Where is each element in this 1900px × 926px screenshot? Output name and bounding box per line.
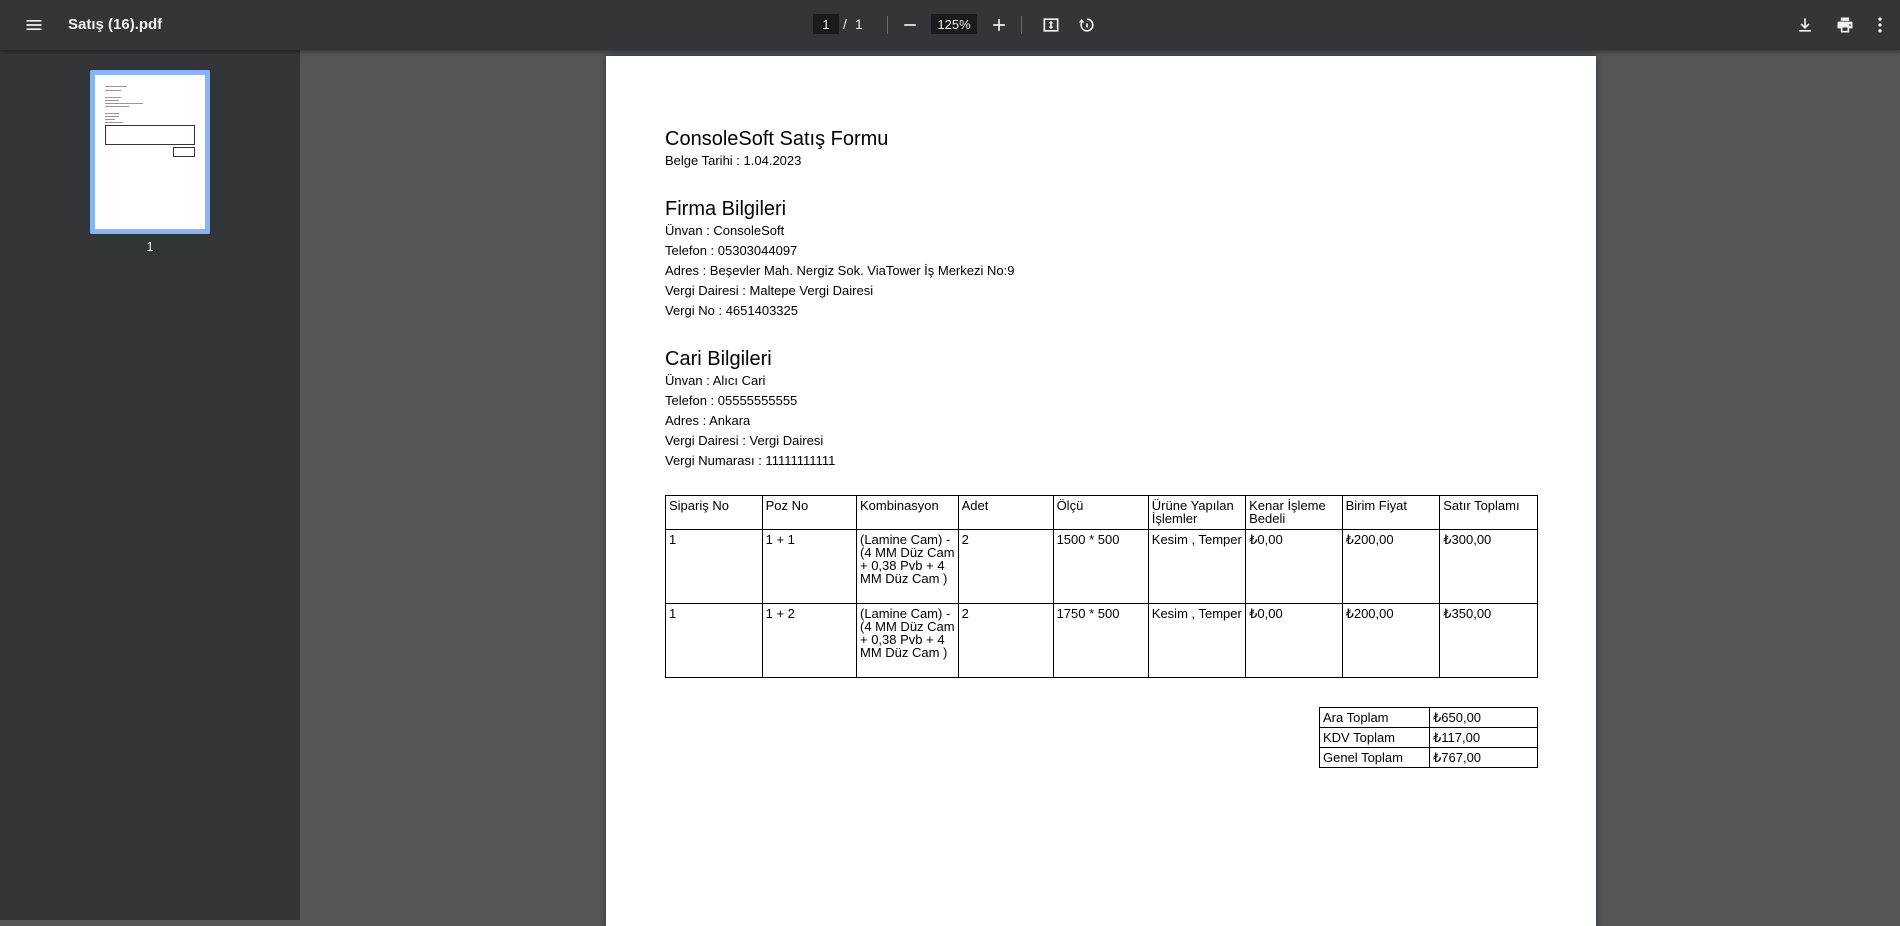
table-cell: (Lamine Cam) -(4 MM Düz Cam + 0,38 Pvb + 4 MM Düz Cam ) [856, 604, 958, 678]
company-tax-number: Vergi No : 4651403325 [665, 303, 798, 318]
table-row [666, 604, 1538, 678]
table-cell: ₺200,00 [1342, 604, 1440, 678]
column-header: Ölçü [1053, 496, 1148, 530]
totals-value: ₺117,00 [1430, 728, 1538, 748]
table-cell: 2 [958, 530, 1053, 604]
company-heading: Firma Bilgileri [665, 198, 787, 220]
fit-page-icon[interactable] [1035, 9, 1067, 41]
thumbnail-preview [95, 75, 205, 229]
zoom-input[interactable] [931, 14, 977, 34]
document-title: Satış (16).pdf [68, 16, 163, 33]
table-cell: 1 + 2 [762, 604, 856, 678]
items-table [665, 495, 1538, 678]
print-icon[interactable] [1829, 9, 1861, 41]
thumbnail-sidebar [0, 50, 300, 920]
totals-label: Genel Toplam [1320, 748, 1430, 768]
totals-row [1320, 728, 1538, 748]
column-header: Sipariş No [666, 496, 763, 530]
totals-value: ₺767,00 [1430, 748, 1538, 768]
thumbnail-page-number: 1 [146, 239, 154, 254]
table-cell: ₺0,00 [1246, 530, 1342, 604]
company-address: Adres : Beşevler Mah. Nergiz Sok. ViaTower İş Merkezi No:9 [665, 263, 1015, 278]
toolbar-divider [1021, 16, 1022, 34]
table-cell: 1500 * 500 [1053, 530, 1148, 604]
totals-table [1319, 707, 1538, 768]
column-header: Ürüne Yapılan İşlemler [1148, 496, 1245, 530]
more-icon[interactable] [1864, 9, 1896, 41]
customer-address: Adres : Ankara [665, 413, 751, 428]
table-cell: 1750 * 500 [1053, 604, 1148, 678]
table-cell: ₺300,00 [1440, 530, 1538, 604]
customer-section [665, 347, 1545, 471]
totals-row [1320, 708, 1538, 728]
company-phone: Telefon : 05303044097 [665, 243, 798, 258]
customer-heading: Cari Bilgileri [665, 348, 772, 370]
customer-tax-number: Vergi Numarası : 11111111111 [665, 453, 836, 468]
page-separator: / [843, 16, 847, 32]
table-header-row [666, 496, 1538, 530]
column-header: Kenar İşleme Bedeli [1246, 496, 1342, 530]
customer-phone: Telefon : 05555555555 [665, 393, 798, 408]
document-heading: ConsoleSoft Satış Formu [665, 128, 889, 150]
company-tax-office: Vergi Dairesi : Maltepe Vergi Dairesi [665, 283, 874, 298]
totals-area [665, 678, 1545, 765]
customer-tax-office: Vergi Dairesi : Vergi Dairesi [665, 433, 824, 448]
toolbar-divider [887, 16, 888, 34]
column-header: Adet [958, 496, 1053, 530]
page-content [665, 127, 1545, 765]
table-row [666, 530, 1538, 604]
totals-label: KDV Toplam [1320, 728, 1430, 748]
rotate-icon[interactable] [1071, 9, 1103, 41]
pdf-toolbar [0, 0, 1900, 50]
column-header: Poz No [762, 496, 856, 530]
pdf-page [606, 56, 1596, 926]
column-header: Kombinasyon [856, 496, 958, 530]
column-header: Birim Fiyat [1342, 496, 1440, 530]
table-cell: Kesim , Temper [1148, 604, 1245, 678]
totals-label: Ara Toplam [1320, 708, 1430, 728]
table-cell: ₺0,00 [1246, 604, 1342, 678]
page-thumbnail[interactable] [90, 70, 210, 234]
totals-value: ₺650,00 [1430, 708, 1538, 728]
table-cell: ₺200,00 [1342, 530, 1440, 604]
download-icon[interactable] [1789, 9, 1821, 41]
table-cell: 2 [958, 604, 1053, 678]
table-cell: Kesim , Temper [1148, 530, 1245, 604]
document-date: Belge Tarihi : 1.04.2023 [665, 153, 802, 168]
menu-icon[interactable] [18, 9, 50, 41]
company-section [665, 197, 1545, 321]
table-cell: 1 [666, 604, 763, 678]
table-cell: 1 + 1 [762, 530, 856, 604]
table-cell: (Lamine Cam) -(4 MM Düz Cam + 0,38 Pvb + 4 MM Düz Cam ) [856, 530, 958, 604]
column-header: Satır Toplamı [1440, 496, 1538, 530]
zoom-in-icon[interactable] [983, 9, 1015, 41]
zoom-out-icon[interactable] [894, 9, 926, 41]
page-number-input[interactable] [813, 14, 839, 34]
company-title: Ünvan : ConsoleSoft [665, 223, 785, 238]
table-cell: ₺350,00 [1440, 604, 1538, 678]
totals-row [1320, 748, 1538, 768]
page-total: 1 [855, 16, 863, 32]
customer-title: Ünvan : Alıcı Cari [665, 373, 766, 388]
table-cell: 1 [666, 530, 763, 604]
